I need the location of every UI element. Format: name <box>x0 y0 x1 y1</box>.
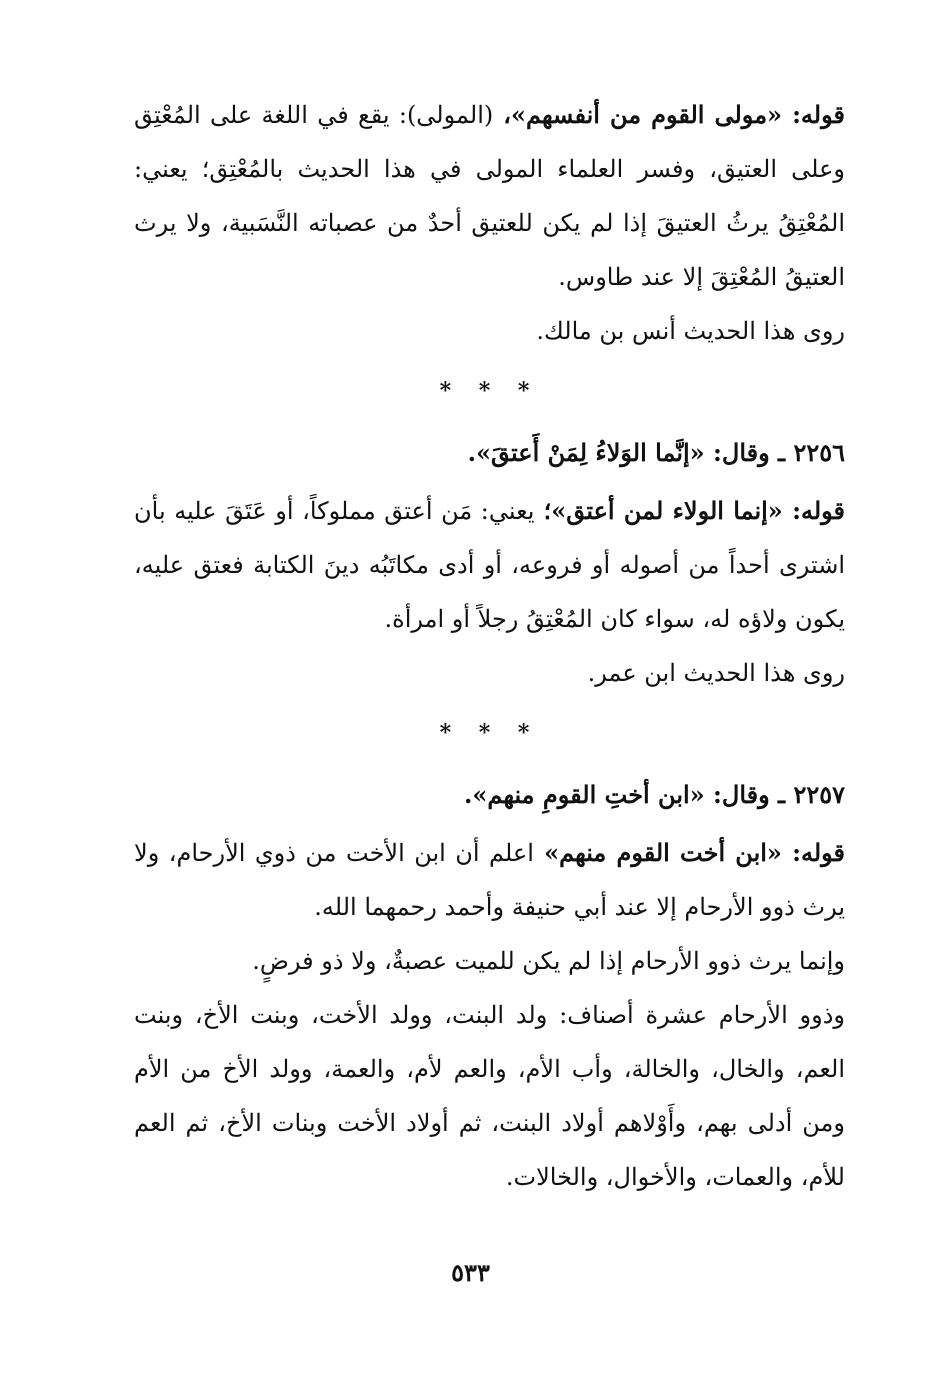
hadith-heading-2256: ٢٢٥٦ ـ وقال: «إنَّما الوَلاءُ لِمَنْ أَعتقَ». <box>467 438 845 467</box>
section-separator-2: * * * <box>439 720 540 746</box>
commentary-text: يعني: مَن أعتق مملوكاً، أو عَتَقَ عليه بأن اشترى أحداً من أصوله أو فروعه، أو أدى مكاتَبُه دينَ الكتابة فعتق عليه، يكون ولاؤه له، سواء كان المُعْتِقُ رجلاً أو امرأة. <box>134 497 845 633</box>
commentary-lead: قوله: «ابن أخت القوم منهم» <box>533 838 846 867</box>
narrator-text: روى هذا الحديث ابن عمر. <box>587 659 845 687</box>
narrator-line-1 <box>134 304 845 358</box>
commentary-paragraph-3 <box>134 826 845 934</box>
commentary-paragraph-2 <box>134 484 845 646</box>
commentary-paragraph-5 <box>134 988 845 1204</box>
commentary-lead: قوله: «مولى القوم من أنفسهم»، <box>493 100 845 129</box>
commentary-paragraph-1 <box>134 88 845 304</box>
commentary-text: اعلم أن ابن الأخت من ذوي الأرحام، ولا يرث ذوو الأرحام إلا عند أبي حنيفة وأحمد رحمهما الله. <box>134 839 845 921</box>
commentary-text: وذوو الأرحام عشرة أصناف: ولد البنت، وولد الأخت، وبنت الأخ، وبنت العم، والخال، والخالة، وأب الأم، والعم لأم، والعمة، وولد الأخ من الأم ومن أدلى بهم، وأَوْلاهم أولاد البنت، ثم أولاد الأخت وبنات الأخ، ثم العم للأم، والعمات، والأخوال، والخالات. <box>134 1001 845 1191</box>
section-separator-1: * * * <box>439 378 540 404</box>
commentary-text: (المولى): يقع في اللغة على المُعْتِق وعلى العتيق، وفسر العلماء المولى في هذا الحديث بالمُعْتِق؛ يعني: المُعْتِقُ يرثُ العتيقَ إذا لم يكن للعتيق أحدٌ من عصباته النَّسَبية، ولا يرث العتيقُ المُعْتِقَ إلا عند طاوس. <box>134 101 845 291</box>
page-number: ٥٣٣ <box>451 1258 490 1287</box>
commentary-lead: قوله: «إنما الولاء لمن أعتق»؛ <box>534 496 846 525</box>
narrator-line-2 <box>134 646 845 700</box>
commentary-paragraph-4 <box>134 934 845 988</box>
narrator-text: روى هذا الحديث أنس بن مالك. <box>536 317 845 345</box>
commentary-text: وإنما يرث ذوو الأرحام إذا لم يكن للميت عصبةٌ، ولا ذو فرضٍ. <box>252 947 845 975</box>
hadith-heading-2257: ٢٢٥٧ ـ وقال: «ابن أختِ القومِ منهم». <box>464 780 845 809</box>
